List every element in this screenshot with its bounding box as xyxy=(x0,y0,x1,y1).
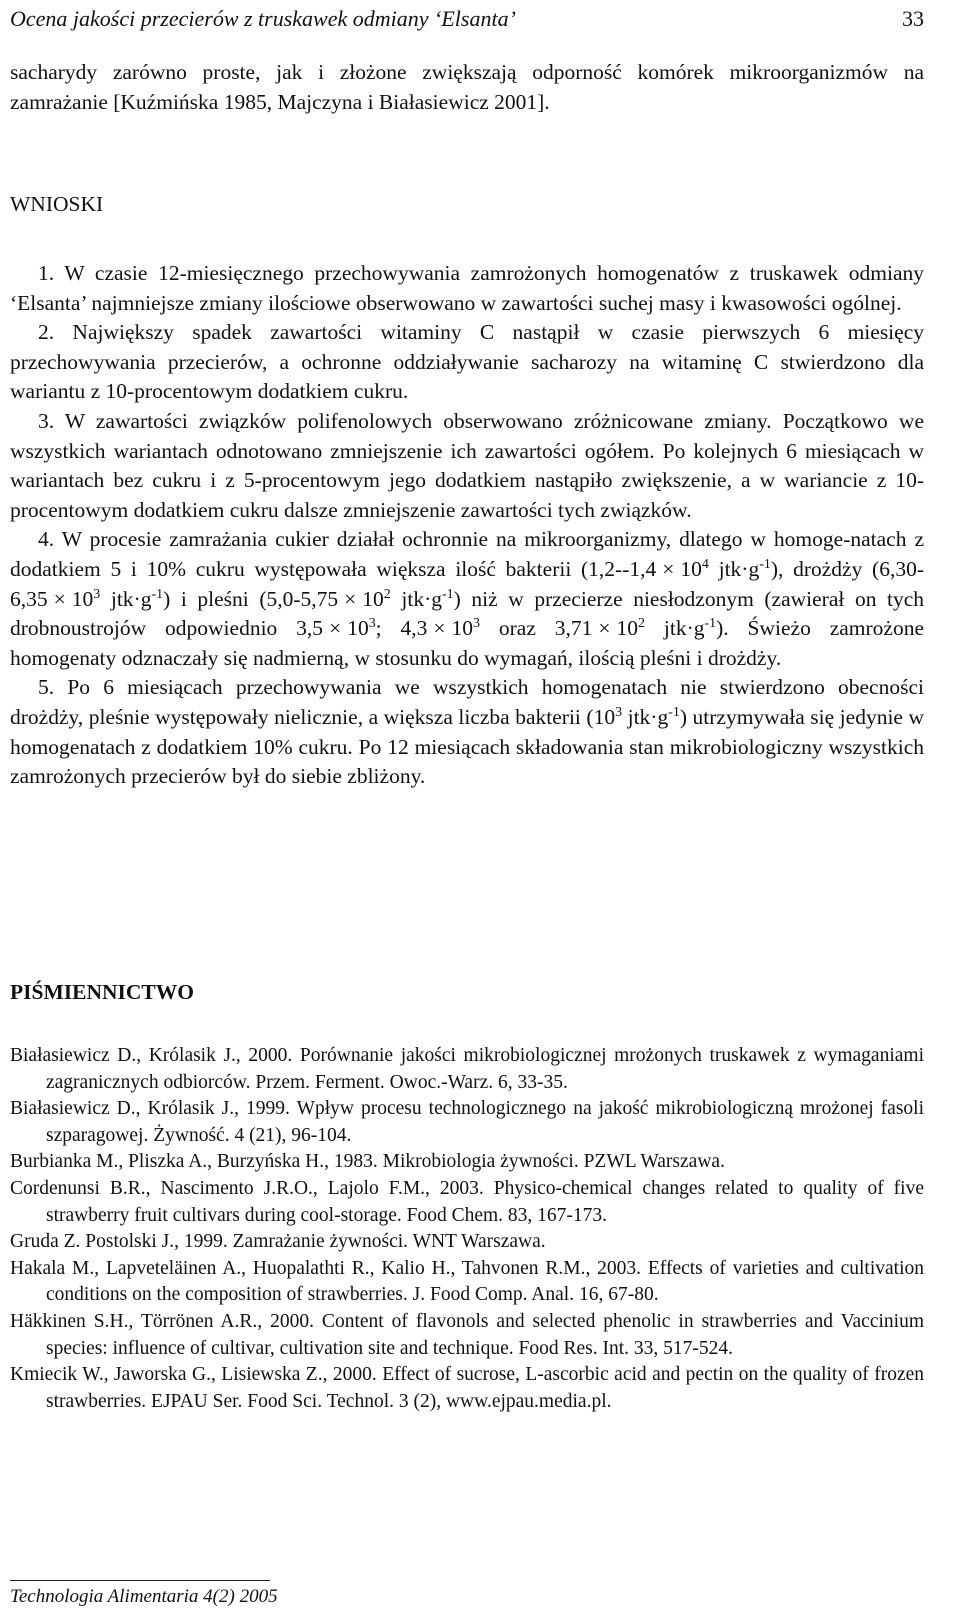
exponent: -1 xyxy=(441,586,454,602)
times-sign: × xyxy=(662,556,675,581)
ten: 10 xyxy=(451,616,474,641)
conclusion-2: 2. Największy spadek zawartości witaminy C nastąpił w czasie pierwszych 6 miesięcy przechowywania przecierów, a ochronne oddziaływanie sacharozy na witaminę C stwierdzono dla wariantu z 10-procentowym dodatkiem cukru. xyxy=(10,320,924,404)
c4-text-4: ) niż w przecierze niesłodzonym (zawierał on tych drobnoustrojów odpowiednio 3,5 xyxy=(10,586,925,641)
reference-item: Białasiewicz D., Królasik J., 2000. Porównanie jakości mikrobiologicznej mrożonych truskawek z wymaganiami zagranicznych odbiorców. Przem. Ferment. Owoc.-Warz. 6, 33-35. xyxy=(10,1045,924,1093)
references-heading: PIŚMIENNICTWO xyxy=(10,980,194,1004)
c4-text-7: ). Świeżo zamrożone homogenaty odznaczały się nadmierną, w stosunku do wymagań, ilością pleśni i drożdży. xyxy=(10,616,925,670)
exponent: 3 xyxy=(473,615,481,631)
exponent: 3 xyxy=(93,586,101,602)
c5-text-2: ) utrzymywała się jedynie w homogenatach z dodatkiem 10% cukru. Po 12 miesiącach składowania stan mikrobiologiczny wszystkich zamrożonych przecierów był do siebie zbliżony. xyxy=(10,704,925,789)
c4-text-3: ) i pleśni (5,0-5,75 xyxy=(163,586,339,611)
reference-item: Cordenunsi B.R., Nascimento J.R.O., Lajolo F.M., 2003. Physico-chemical changes related to quality of five strawberry fruit cultivars during cool-storage. Food Chem. 83, 167-173. xyxy=(10,1177,924,1226)
exponent: 3 xyxy=(615,704,623,720)
ten: 10 xyxy=(347,616,369,641)
times-sign: × xyxy=(433,616,446,641)
intro-paragraph: sacharydy zarówno proste, jak i złożone zwiększają odporność komórek mikroorganizmów na zamrażanie [Kuźmińska 1985, Majczyna i Białasiewicz 2001]. xyxy=(10,60,924,114)
ten: 10 xyxy=(362,586,384,611)
references-list xyxy=(10,1043,924,1415)
exponent: 3 xyxy=(368,615,376,631)
times-sign: × xyxy=(598,616,611,641)
times-sign: × xyxy=(53,586,66,611)
c5-text-1: 5. Po 6 miesiącach przechowywania we wszystkich homogenatach nie stwierdzono obecności drożdży, pleśnie występowały nielicznie, a większa liczba bakterii (10 xyxy=(10,675,924,729)
conclusion-1: 1. W czasie 12-miesięcznego przechowywania zamrożonych homogenatów z truskawek odmiany ‘Elsanta’ najmniejsze zmiany ilościowe obserwowano w zawartości suchej masy i kwasowości ogólnej. xyxy=(10,261,924,315)
journal-footer: Technologia Alimentaria 4(2) 2005 xyxy=(10,1586,278,1607)
reference-item: Burbianka M., Pliszka A., Burzyńska H., 1983. Mikrobiologia żywności. PZWL Warszawa. xyxy=(10,1151,725,1173)
conclusion-4 xyxy=(10,525,924,673)
reference-item: Kmiecik W., Jaworska G., Lisiewska Z., 2000. Effect of sucrose, L-ascorbic acid and pectin on the quality of frozen strawberries. EJPAU Ser. Food Sci. Technol. 3 (2), www.ejpau.media.pl. xyxy=(10,1364,924,1412)
exponent: 2 xyxy=(638,615,646,631)
c4-text-6: oraz 3,71 xyxy=(498,616,593,641)
conclusions-list xyxy=(10,259,924,792)
exponent: -1 xyxy=(704,615,717,631)
times-sign: × xyxy=(329,616,342,641)
footer-rule xyxy=(10,1580,270,1581)
unit: jtk·g xyxy=(663,616,705,641)
reference-item: Białasiewicz D., Królasik J., 1999. Wpływ procesu technologicznego na jakość mikrobiologiczną mrożonej fasoli szparagowej. Żywność. 4 (21), 96-104. xyxy=(10,1098,924,1146)
unit: jtk·g xyxy=(627,704,669,729)
conclusion-3: 3. W zawartości związków polifenolowych obserwowano zróżnicowane zmiany. Początkowo we wszystkich wariantach odnotowano zmniejszenie ich zawartości ogółem. Po kolejnych 6 miesiącach w wariantach bez cukru i z 5-procentowym jego dodatkiem nastąpiło zwiększenie, a w wariancie z 10-procentowym dodatkiem cukru dalsze zmniejszenie zawartości tych związków. xyxy=(10,408,924,522)
times-sign: × xyxy=(344,586,357,611)
reference-item: Gruda Z. Postolski J., 1999. Zamrażanie żywności. WNT Warszawa. xyxy=(10,1231,546,1253)
c4-text-5: ; 4,3 xyxy=(375,616,428,641)
ten: 10 xyxy=(680,556,702,581)
unit: jtk·g xyxy=(401,586,442,611)
c4-text-2: ), drożdży (6,30-6,35 xyxy=(10,556,924,611)
exponent: 2 xyxy=(383,586,391,602)
reference-item: Hakala M., Lapveteläinen A., Huopalathti R., Kalio H., Tahvonen R.M., 2003. Effects of varieties and cultivation conditions on the composition of strawberries. J. Food Comp. Anal. 16, 67-80. xyxy=(10,1257,924,1306)
unit: jtk·g xyxy=(110,586,152,611)
exponent: -1 xyxy=(151,586,164,602)
conclusion-5 xyxy=(10,673,924,791)
conclusions-heading: WNIOSKI xyxy=(10,192,104,216)
ten: 10 xyxy=(616,616,639,641)
exponent: -1 xyxy=(759,556,771,572)
running-title: Ocena jakości przecierów z truskawek odmiany ‘Elsanta’ xyxy=(10,6,516,31)
running-header xyxy=(10,6,924,32)
unit: jtk·g xyxy=(718,556,760,581)
ten: 10 xyxy=(71,586,94,611)
exponent: 4 xyxy=(701,556,709,572)
exponent: -1 xyxy=(668,704,680,720)
reference-item: Häkkinen S.H., Törrönen A.R., 2000. Content of flavonols and selected phenolic in strawberries and Vaccinium species: influence of cultivar, cultivation site and technique. Food Res. Int. 33, 517-524. xyxy=(10,1310,924,1359)
c4-text-1: 4. W procesie zamrażania cukier działał ochronnie na mikroorganizmy, dlatego w homoge-natach z dodatkiem 5 i 10% cukru występowała większa ilość bakterii (1,2--1,4 xyxy=(10,527,924,581)
page-number: 33 xyxy=(902,6,924,31)
